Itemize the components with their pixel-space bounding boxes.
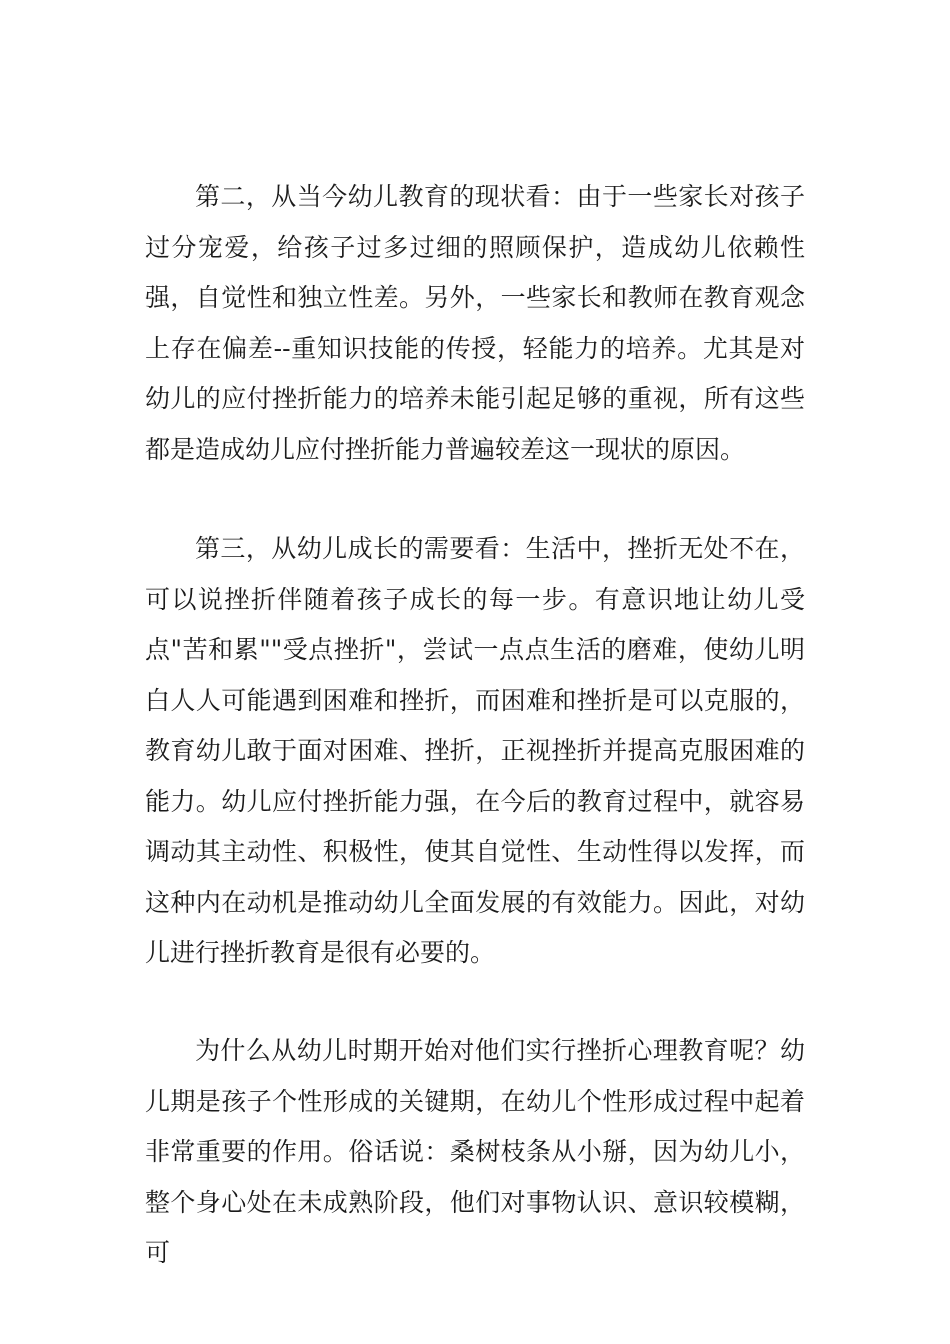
paragraph-why-early-childhood: 为什么从幼儿时期开始对他们实行挫折心理教育呢？幼儿期是孩子个性形成的关键期，在幼儿个性形成过程中起着非常重要的作用。俗话说：桑树枝条从小掰，因为幼儿小，整个身心处在未成熟阶段，他们对事物认识、意识较模糊，可: [145, 1036, 805, 1267]
paragraph-second-point: 第二，从当今幼儿教育的现状看：由于一些家长对孩子过分宠爱，给孩子过多过细的照顾保护，造成幼儿依赖性强，自觉性和独立性差。另外，一些家长和教师在教育观念上存在偏差--重知识技能的传授，轻能力的培养。尤其是对幼儿的应付挫折能力的培养未能引起足够的重视，所有这些都是造成幼儿应付挫折能力普遍较差这一现状的原因。: [145, 182, 805, 464]
paragraph-third-point: 第三，从幼儿成长的需要看：生活中，挫折无处不在，可以说挫折伴随着孩子成长的每一步。有意识地让幼儿受点"苦和累""受点挫折"，尝试一点点生活的磨难，使幼儿明白人人可能遇到困难和挫折，而困难和挫折是可以克服的，教育幼儿敢于面对困难、挫折，正视挫折并提高克服困难的能力。幼儿应付挫折能力强，在今后的教育过程中，就容易调动其主动性、积极性，使其自觉性、生动性得以发挥，而这种内在动机是推动幼儿全面发展的有效能力。因此，对幼儿进行挫折教育是很有必要的。: [145, 534, 805, 967]
